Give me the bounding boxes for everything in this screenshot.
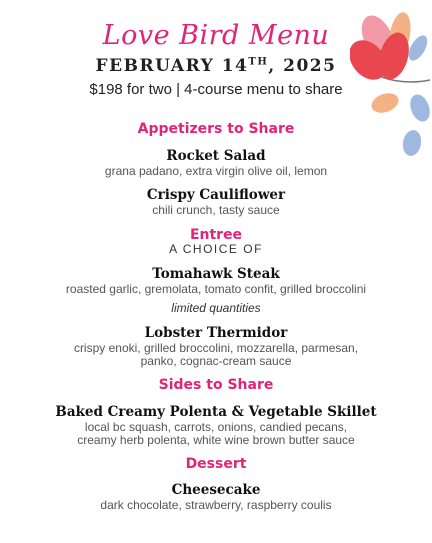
- dish-name: Crispy Cauliflower: [146, 187, 286, 203]
- section-entree-title: Entree: [189, 227, 243, 243]
- price-line: $198 for two | 4-course menu to share: [89, 81, 343, 98]
- section-dessert-title: Dessert: [185, 456, 247, 472]
- dish-desc: grana padano, extra virgin olive oil, lemon: [104, 164, 328, 178]
- section-sides-title: Sides to Share: [158, 377, 274, 393]
- menu-title: Love Bird Menu: [102, 20, 330, 51]
- dish-note: limited quantities: [171, 301, 261, 315]
- section-appetizers-title: Appetizers to Share: [137, 121, 295, 137]
- dish-name: Tomahawk Steak: [152, 266, 280, 282]
- dish-name: Cheesecake: [171, 482, 261, 498]
- dish-desc: local bc squash, carrots, onions, candied pecans,: [84, 420, 348, 434]
- dish-desc: crispy enoki, grilled broccolini, mozzarella, parmesan,: [73, 341, 359, 355]
- dish-name: Lobster Thermidor: [144, 325, 288, 341]
- dish-desc: chili crunch, tasty sauce: [152, 203, 280, 217]
- dish-name: Baked Creamy Polenta & Vegetable Skillet: [55, 404, 377, 420]
- dish-desc: panko, cognac-cream sauce: [140, 354, 292, 368]
- dish-desc: creamy herb polenta, white wine brown butter sauce: [77, 433, 355, 447]
- section-entree-subtitle: A CHOICE OF: [169, 242, 263, 256]
- menu-date: FEBRUARY 14TH, 2025: [95, 56, 337, 76]
- dish-desc: roasted garlic, gremolata, tomato confit, grilled broccolini: [65, 282, 367, 296]
- dish-name: Rocket Salad: [166, 148, 266, 164]
- dish-desc: dark chocolate, strawberry, raspberry coulis: [100, 498, 332, 512]
